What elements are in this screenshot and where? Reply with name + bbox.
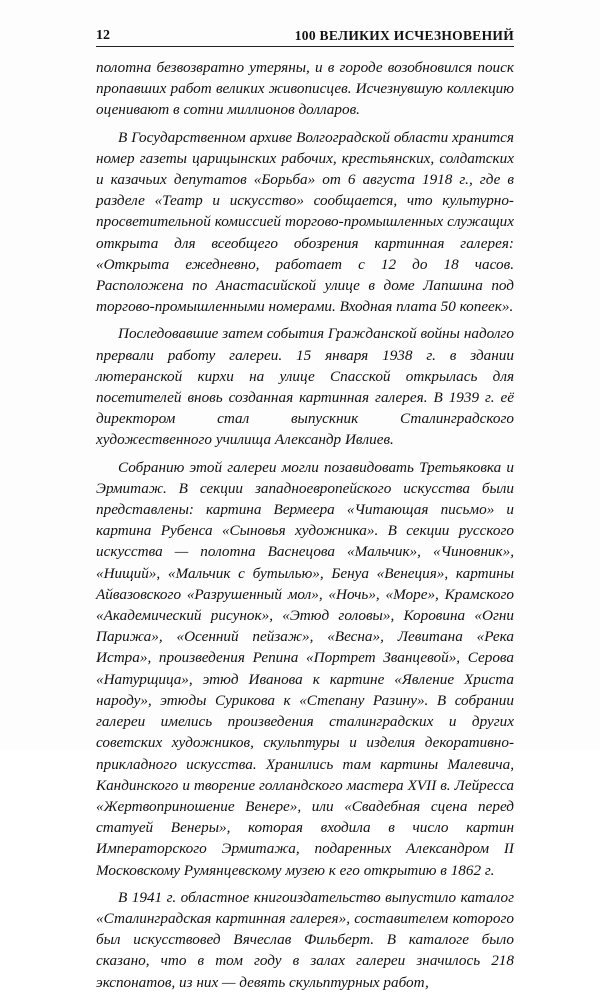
body-text: [96, 57, 514, 999]
paragraph-civil-war: Последовавшие затем события Гражданской войны надолго прервали работу галереи. 15 января 1938 г. в здании лютеранской кирхи на улице Спасской открылась для посетителей вновь созданная картинная галерея. В 1939 г. её директором стал выпускник Сталинградского художественного училища Александр Ивлиев.: [96, 325, 514, 449]
paragraph-archive: В Государственном архиве Волгоградской области хранится номер газеты царицынских рабочих, крестьянских, солдатских и казачьих депутатов «Борьба» от 6 августа 1918 г., где в разделе «Театр и искусство» сообщается, что культурно-просветительной комиссией торгово-промышленных служащих открыта для всеобщего обозрения картинная галерея: «Открыта ежедневно, работает с 12 до 18 часов. Расположена по Анастасийской улице в доме Лапшина под торгово-промышленными номерами. Входная плата 50 копеек».: [96, 128, 514, 316]
paragraph-catalog: В 1941 г. областное книгоиздательство выпустило каталог «Сталинградская картинная галерея», составителем которого был искусствовед Вячеслав Фильберт. В каталоге было сказано, что в том году в залах галереи значилось 218 экспонатов, из них — девять скульптурных работ,: [96, 888, 514, 991]
page-header: [96, 27, 514, 47]
paragraph-continued: полотна безвозвратно утеряны, и в городе возобновился поиск пропавших работ великих живописцев. Исчезнувшую коллекцию оценивают в сотни миллионов долларов.: [96, 59, 514, 119]
page-number: 12: [96, 28, 110, 43]
paragraph-collection: Собранию этой галереи могли позавидовать Третьяковка и Эрмитаж. В секции западноевропейского искусства были представлены: картина Вермеера «Читающая письмо» и картина Рубенса «Сыновья художника». В секции русского искусства — полотна Васнецова «Мальчик», «Чиновник», «Нищий», «Мальчик с бутылью», Бенуа «Венеция», картины Айвазовского «Разрушенный мол», «Ночь», «Море», Крамского «Академический рисунок», «Этюд головы», Коровина «Огни Парижа», «Осенний пейзаж», «Весна», Левитана «Река Истра», произведения Репина «Портрет Званцевой», Серова «Натурщица», этюд Иванова к картине «Явление Христа народу», этюды Сурикова к «Степану Разину». В собрании галереи имелись произведения сталинградских и других советских художников, скульптуры и изделия декоративно-прикладного искусства. Хранились там картины Малевича, Кандинского и творение голландского мастера XVII в. Лейресса «Жертвоприношение Венере», или «Свадебная сцена перед статуей Венеры», которая входила в число картин Императорского Эрмитажа, подаренных Александром II Московскому Румянцевскому музею к его открытию в 1862 г.: [96, 458, 514, 879]
header-rule: [96, 46, 514, 47]
running-title: 100 ВЕЛИКИХ ИСЧЕЗНОВЕНИЙ: [294, 28, 514, 43]
